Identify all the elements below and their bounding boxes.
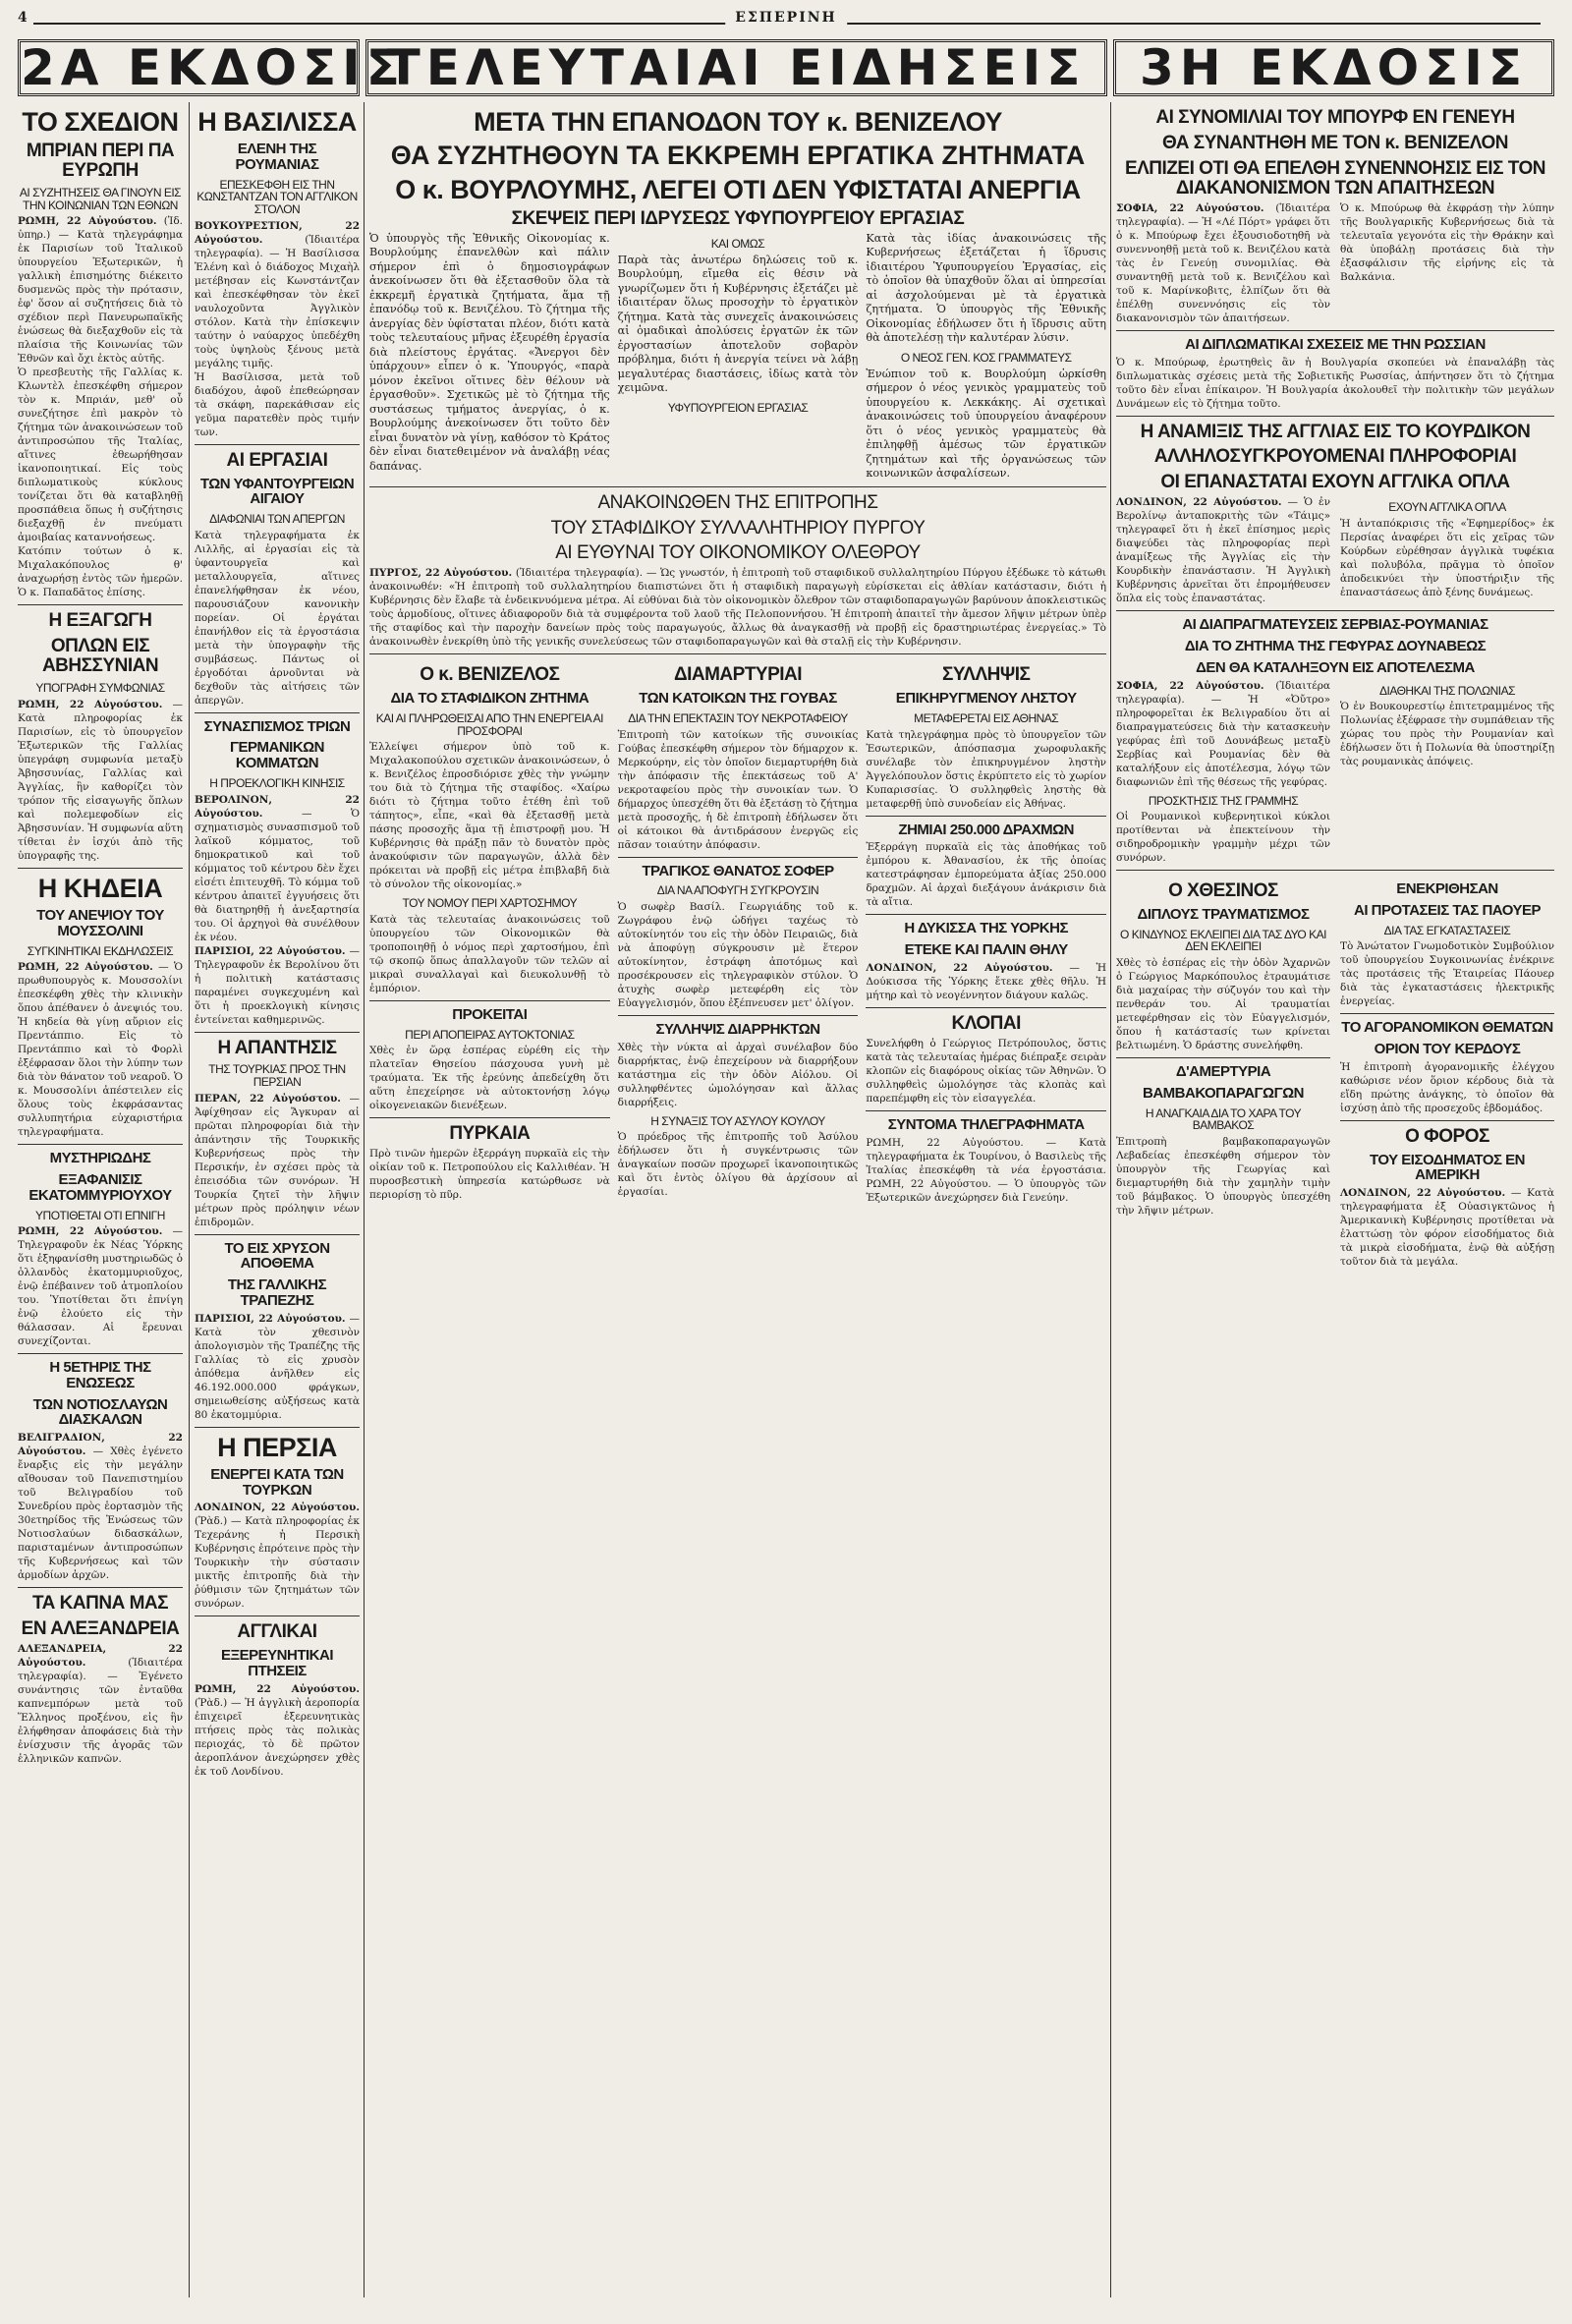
article-text: Ὁ κ. Μπούρωφ θὰ ἐκφράσῃ τὴν λύπην τῆς Βουλγαρικῆς Κυβερνήσεως διὰ τὰ τελευταῖα γεγονότα εἰς τὴν Θράκην καὶ θὰ ὑποβάλῃ προτάσεις διὰ τὴν ἐξασφάλισιν τῆς εἰρήνης εἰς τὰ Βαλκάνια.: [1340, 201, 1554, 283]
dateline: ΒΟΥΚΟΥΡΕΣΤΙΟΝ, 22 Αὐγούστου.: [195, 219, 360, 246]
subheadline: ΚΑΙ ΑΙ ΠΛΗΡΩΘΕΙΣΑΙ ΑΠΟ ΤΗΝ ΕΝΕΡΓΕΙΑ ΑΙ ΠΡΟΣΦΟΡΑΙ: [375, 711, 603, 738]
article-text: Παρὰ τὰς ἀνωτέρω δηλώσεις τοῦ κ. Βουρλούμη, εἴμεθα εἰς θέσιν νὰ γνωρίζωμεν ὅτι ἡ Κυβέρνησις ἐξετάζει μὲ ἰδιαιτέραν ὅλως προσοχὴν τὸ ἐργατικὸν ζήτημα. Κατὰ τὰς συνεχεῖς ἀνακοινώσεις αἱ ὁμαδικαὶ ἀπολύσεις ἐργατῶν ἐκ τῶν ἐργοστασίων ἀποτελοῦν σοβαρὸν πρόβλημα, διότι ἡ ἀνεργία τείνει νὰ λάβῃ μεγαλυτέρας διαστάσεις, ἰδίως κατὰ τὸν χειμῶνα.: [617, 253, 859, 395]
article-text: Ἐπιτροπὴ βαμβακοπαραγωγῶν Λεβαδείας ἐπεσκέφθη σήμερον τὸν ὑπουργὸν τῆς Γεωργίας καὶ διεμαρτυρήθη διὰ τὴν χαμηλὴν τιμὴν τοῦ βάμβακος. Ὁ ὑπουργὸς ὑπεσχέθη τὴν λῆψιν μέτρων.: [1116, 1135, 1330, 1217]
headline: ΑΙ ΔΙΑΠΡΑΓΜΑΤΕΥΣΕΙΣ ΣΕΡΒΙΑΣ-ΡΟΥΜΑΝΙΑΣ: [1182, 616, 1488, 634]
subheadline: Ο ΝΕΟΣ ΓΕΝ. ΚΟΣ ΓΡΑΜΜΑΤΕΥΣ: [900, 350, 1072, 365]
headline: Δ'ΑΜΕΡΤΥΡΙΑ: [1175, 1063, 1271, 1081]
headline: ΤΩΝ ΚΑΤΟΙΚΩΝ ΤΗΣ ΓΟΥΒΑΣ: [639, 690, 837, 708]
banner-third-edition: 3Η ΕΚΔΟΣΙΣ: [1113, 39, 1554, 96]
headline: ΑΙ ΕΥΘΥΝΑΙ ΤΟΥ ΟΙΚΟΝΟΜΙΚΟΥ ΟΛΕΘΡΟΥ: [555, 542, 921, 564]
dateline: ΡΩΜΗ, 22 Αὐγούστου.: [195, 1682, 360, 1695]
dateline: ΠΕΡΑΝ, 22 Αὐγούστου.: [195, 1092, 341, 1105]
article-text: — Κατὰ πληροφορίας ἐκ Παρισίων, εἰς τὸ ὑπουργεῖον Ἐξωτερικῶν τῆς Γαλλίας ὑπεγράφη συμφωνία μεταξὺ Ἀβησσυνίας, Γαλλίας καὶ Ἀγγλίας, ἣν καθορίζει τὸν τρόπον τῆς εἰσαγωγῆς ὅπλων καὶ πολεμεφοδίων εἰς Ἀβησσυνίαν. Ἡ συμφωνία αὕτη τίθεται ἐν ἰσχύι ἀπὸ τῆς ὑπογραφῆς της.: [18, 698, 183, 862]
article-text: (Ἰδιαιτέρα τηλεγραφία). — Ὡς γνωστόν, ἡ ἐπιτροπὴ τοῦ σταφιδικοῦ συλλαλητηρίου Πύργου ἐξέδωκε τὸ κάτωθι ἀνακοινωθέν: «Ἡ ἐπιτροπὴ τοῦ συλλαλητηρίου διαπιστώνει ὅτι ἡ σταφιδικὴ παραγωγὴ εὑρίσκεται εἰς ἀθλίαν κατάστασιν, διότι ἡ Κυβέρνησις δὲν ἔλαβε τὰ ἐνδεικνυόμενα μέτρα. Αἱ εὐθύναι διὰ τὸν οἰκονομικὸν ὄλεθρον τῶν σταφιδοπαραγωγῶν βαρύνουν ἀποκλειστικῶς τοὺς ἁρμοδίους, οἵτινες ἀδιαφοροῦν διὰ τὰ συμφέροντα τοῦ λαοῦ τῆς Πελοποννήσου. Ἡ ἐπιτροπὴ ἀπαιτεῖ τὴν ἄμεσον λῆψιν μέτρων ὑπὲρ τῆς σταφίδος καὶ τὴν παροχὴν δανείων πρὸς τοὺς παραγωγούς, ἄλλως θὰ ἀναγκασθῇ νὰ προβῇ εἰς δραστηριωτέρας ἐνεργείας.» Τὸ ἀνακοινωθὲν ἐνεκρίθη ὑπὸ τῆς γενικῆς συνελεύσεως τῶν σταφιδοπαραγωγῶν καὶ θὰ σταλῇ εἰς τὴν Κυβέρνησιν.: [369, 567, 1106, 649]
center-spread: [369, 102, 1106, 2297]
headline: ΜΥΣΤΗΡΙΩΔΗΣ: [49, 1150, 151, 1167]
article-text: Ἡ ἐπιτροπὴ ἀγορανομικῆς ἐλέγχου καθώρισε νέον ὅριον κέρδους διὰ τὰ εἴδη πρώτης ἀνάγκης, τὸ ὁποῖον θὰ ἰσχύσῃ ἀπὸ τῆς προσεχοῦς ἑβδομάδος.: [1340, 1060, 1554, 1114]
article-text: (Ἰδιαιτέρα τηλεγραφία). — Ἡ «Λέ Πόρτ» γράφει ὅτι ὁ κ. Μπούρωφ ἔχει ἐξουσιοδοτηθῆ νὰ συνεννοηθῇ μετὰ τοῦ κ. Βενιζέλου κατὰ τὰς ἐν Γενεύῃ συνομιλίας. Θὰ συναντηθῇ μετὰ τοῦ κ. Βενιζέλου καὶ τοῦ κ. Μαρίνκοβιτς, ἐλπίζων ὅτι θὰ ἐπέλθῃ συνεννόησις εἰς τὸν διακανονισμὸν τῶν ἀπαιτήσεων.: [1116, 201, 1330, 324]
headline: ΑΙ ΔΙΠΛΩΜΑΤΙΚΑΙ ΣΧΕΣΕΙΣ ΜΕ ΤΗΝ ΡΩΣΣΙΑΝ: [1185, 335, 1486, 353]
masthead: [18, 10, 1554, 31]
dateline: ΛΟΝΔΙΝΟΝ, 22 Αὐγούστου.: [1116, 496, 1282, 509]
headline: ΠΥΡΚΑΙΑ: [449, 1123, 531, 1145]
subheadline: ΥΠΟΓΡΑΦΗ ΣΥΜΦΩΝΙΑΣ: [35, 681, 165, 696]
article-text: Ὁ πρόεδρος τῆς ἐπιτροπῆς τοῦ Ἀσύλου ἐδήλωσεν ὅτι ἡ συγκέντρωσις τῶν ἀναγκαίων ποσῶν προχωρεῖ ἱκανοποιητικῶς καὶ ὅτι ἐντὸς ὀλίγου θὰ ἀρχίσουν αἱ ἐργασίαι.: [617, 1131, 859, 1199]
headline: Η ΑΝΑΜΙΞΙΣ ΤΗΣ ΑΓΓΛΙΑΣ ΕΙΣ ΤΟ ΚΟΥΡΔΙΚΟΝ: [1140, 421, 1531, 442]
headline: ΔΙΑ ΤΟ ΖΗΤΗΜΑ ΤΗΣ ΓΕΦΥΡΑΣ ΔΟΥΝΑΒΕΩΣ: [1184, 638, 1487, 655]
article-text: — Τηλεγραφοῦν ἐκ Νέας Ὑόρκης ὅτι ἐξηφανίσθη μυστηριωδῶς ὁ ὁλλανδὸς ἑκατομμυριοῦχος, ἐνῷ ἐπέβαινεν τοῦ ἀτμοπλοίου του. Ὑποτίθεται ὅτι ἐπνίγη ἐνῷ ἐλούετο εἰς τὴν θάλασσαν. Αἱ ἔρευναι συνεχίζονται.: [18, 1225, 183, 1348]
subheadline: ΥΠΟΤΙΘΕΤΑΙ ΟΤΙ ΕΠΝΙΓΗ: [35, 1208, 165, 1222]
article-text: Χθὲς ἐν ὥρᾳ ἑσπέρας εὑρέθη εἰς τὴν πλατεῖαν Θησείου πάσχουσα γυνὴ μὲ τραύματα. Ἐκ τῆς ἐρεύνης ἀπεδείχθη ὅτι αὕτη ἐπεχείρησε νὰ αὐτοκτονήσῃ λόγῳ οἰκογενειακῶν διενέξεων.: [369, 1045, 610, 1112]
article-text: Ὁ κ. Μπούρωφ, ἐρωτηθεὶς ἂν ἡ Βουλγαρία σκοπεύει νὰ ἐπαναλάβῃ τὰς διπλωματικὰς σχέσεις μετὰ τῆς Σοβιετικῆς Ρωσσίας, ἀπήντησεν ὅτι τὸ ζήτημα τοῦτο δὲν εἶναι ἐπίκαιρον. Ἡ Βουλγαρία ἀκολουθεῖ τὴν πολιτικὴν τῶν μεγάλων Δυνάμεων εἰς τὸ ζήτημα τοῦτο.: [1116, 356, 1554, 410]
article-text: Ἐνώπιον τοῦ κ. Βουρλούμη ὡρκίσθη σήμερον ὁ νέος γενικὸς γραμματεὺς τοῦ ὑπουργείου κ. Λεκκάκης. Αἱ σχετικαὶ ἀνακοινώσεις τοῦ ὑπουργείου ἀναφέρουν ὅτι ὁ νέος γενικὸς γραμματεὺς θὰ ἐπιληφθῇ ἀμέσως τῶν ἐργατικῶν ζητημάτων καὶ τῆς ὀργανώσεως τῶν κοινωνικῶν ἀσφαλίσεων.: [866, 367, 1107, 481]
dateline: ΠΑΡΙΣΙΟΙ, 22 Αὐγούστου.: [195, 944, 346, 957]
headline: ΣΥΛΛΗΨΙΣ ΔΙΑΡΡΗΚΤΩΝ: [655, 1021, 820, 1038]
dateline: ΒΕΛΙΓΡΑΔΙΟΝ, 22 Αὐγούστου.: [18, 1432, 183, 1458]
headline: Ο κ. ΒΟΥΡΛΟΥΜΗΣ, ΛΕΓΕΙ ΟΤΙ ΔΕΝ ΥΦΙΣΤΑΤΑΙ ΑΝΕΡΓΙΑ: [395, 174, 1081, 204]
headline: ΕΤΕΚΕ ΚΑΙ ΠΑΛΙΝ ΘΗΛΥ: [904, 941, 1068, 959]
headline: ΤΑ ΚΑΠΝΑ ΜΑΣ: [31, 1593, 169, 1615]
headline: ΤΩΝ ΝΟΤΙΟΣΛΑΥΩΝ ΔΙΑΣΚΑΛΩΝ: [32, 1395, 168, 1429]
headline: ΕΛΕΝΗ ΤΗΣ ΡΟΥΜΑΝΙΑΣ: [235, 141, 319, 174]
subheadline: Η ΣΥΝΑΞΙΣ ΤΟΥ ΑΣΥΛΟΥ ΚΟΥΛΟΥ: [650, 1113, 825, 1128]
headline: ΜΕΤΑ ΤΗΝ ΕΠΑΝΟΔΟΝ ΤΟΥ κ. ΒΕΝΙΖΕΛΟΥ: [474, 107, 1002, 137]
headline: ΣΥΝΤΟΜΑ ΤΗΛΕΓΡΑΦΗΜΑΤΑ: [887, 1115, 1085, 1133]
subheadline: ΔΙΑ ΤΑΣ ΕΓΚΑΤΑΣΤΑΣΕΙΣ: [1383, 923, 1511, 937]
subheadline: ΤΟΥ ΝΟΜΟΥ ΠΕΡΙ ΧΑΡΤΟΣΗΜΟΥ: [402, 896, 578, 911]
paper-name: ΕΣΠΕΡΙΝΗ: [725, 10, 847, 26]
headline: Η ΒΑΣΙΛΙΣΣΑ: [197, 107, 357, 137]
banner-second-edition: 2Α ΕΚΔΟΣΙΣ: [18, 39, 360, 96]
headline: ΑΝΑΚΟΙΝΩΘΕΝ ΤΗΣ ΕΠΙΤΡΟΠΗΣ: [597, 491, 878, 513]
headline: ΑΓΓΛΙΚΑΙ: [237, 1621, 317, 1643]
headline: ΔΕΝ ΘΑ ΚΑΤΑΛΗΞΟΥΝ ΕΙΣ ΑΠΟΤΕΛΕΣΜΑ: [1196, 658, 1475, 676]
article-text: (Ἰδ. ὑπηρ.) — Κατὰ τηλεγράφημα ἐκ Παρισίων τοῦ Ἰταλικοῦ ὑπουργείου Ἐξωτερικῶν, ἡ γαλλικὴ ἐπισημότης διέκειτο δυσμενῶς πρὸς τὴν πρότασιν, ἐφ' ὅσον αἱ συζητήσεις διὰ τὸ σχέδιον περὶ Πανευρωπαϊκῆς ἑνώσεως θὰ διεξαχθοῦν εἰς τὰ πλαίσια τῆς Κοινωνίας τῶν Ἐθνῶν καὶ ὄχι ἐκτὸς αὐτῆς.: [18, 215, 183, 366]
subheadline: ΠΕΡΙ ΑΠΟΠΕΙΡΑΣ ΑΥΤΟΚΤΟΝΙΑΣ: [405, 1027, 575, 1042]
subheadline: ΥΦΥΠΟΥΡΓΕΙΟΝ ΕΡΓΑΣΙΑΣ: [667, 400, 809, 415]
subheadline: ΠΡΟΣΚΤΗΣΙΣ ΤΗΣ ΓΡΑΜΜΗΣ: [1148, 793, 1299, 808]
subheadline: Η ΑΝΑΓΚΑΙΑ ΔΙΑ ΤΟ ΧΑΡΑ ΤΟΥ ΒΑΜΒΑΚΟΣ: [1145, 1105, 1302, 1133]
subheadline: ΜΕΤΑΦΕΡΕΤΑΙ ΕΙΣ ΑΘΗΝΑΣ: [914, 711, 1059, 726]
page-number: 4: [18, 10, 33, 26]
dateline: ΠΑΡΙΣΙΟΙ, 22 Αὐγούστου.: [195, 1312, 346, 1325]
subheadline: ΑΙ ΣΥΖΗΤΗΣΕΙΣ ΘΑ ΓΙΝΟΥΝ ΕΙΣ ΤΗΝ ΚΟΙΝΩΝΙΑΝ ΤΩΝ ΕΘΝΩΝ: [19, 186, 182, 212]
headline: ΤΟ ΑΓΟΡΑΝΟΜΙΚΟΝ ΘΕΜΑΤΩΝ: [1341, 1019, 1553, 1037]
dateline: ΛΟΝΔΙΝΟΝ, 22 Αὐγούστου.: [866, 961, 1053, 974]
headline: Η 5ΕΤΗΡΙΣ ΤΗΣ ΕΝΩΣΕΩΣ: [49, 1359, 151, 1391]
column-4: [1116, 102, 1554, 2297]
headline: ΔΙΑΜΑΡΤΥΡΙΑΙ: [673, 664, 803, 686]
headline: ΚΛΟΠΑΙ: [951, 1012, 1021, 1034]
dateline: ΑΛΕΞΑΝΔΡΕΙΑ, 22 Αὐγούστου.: [18, 1642, 183, 1669]
headline: ΕΠΙΚΗΡΥΓΜΕΝΟΥ ΛΗΣΤΟΥ: [895, 690, 1077, 708]
article-text: (Ἰδιαιτέρα τηλεγραφία). — Ἡ «Ὀὔτρο» πληροφορεῖται ἐκ Βελιγραδίου ὅτι αἱ διαπραγματεύσεις διὰ τὴν κατασκευὴν γεφύρας ἐπὶ τοῦ Δουνάβεως μεταξὺ Σερβίας καὶ Ρουμανίας δὲν θὰ καταλήξουν εἰς ἀποτέλεσμα, λόγῳ τῶν διαφωνιῶν ἐπὶ τῆς θέσεως τῆς γεφύρας.: [1116, 679, 1330, 788]
dateline: ΡΩΜΗ, 22 Αὐγούστου.: [18, 961, 153, 974]
headline: ΣΥΛΛΗΨΙΣ: [941, 664, 1031, 686]
column-2: [195, 102, 360, 2297]
headline: ΑΙ ΕΡΓΑΣΙΑΙ: [226, 449, 328, 471]
article-text: Χθὲς τὸ ἑσπέρας εἰς τὴν ὁδὸν Ἀχαρνῶν ὁ Γεώργιος Μαρκόπουλος ἐτραυμάτισε διὰ μαχαίρας τὴν σύζυγόν του καὶ τὴν πενθεράν του. Αἱ τραυματίαι μετεφέρθησαν εἰς τὸν Εὐαγγελισμόν, ὅπου ἡ κατάστασίς των κρίνεται βελτιωμένη. Ὁ δράστης συνελήφθη.: [1116, 957, 1330, 1052]
article-text: Ὁ πρεσβευτὴς τῆς Γαλλίας κ. Κλωντὲλ ἐπεσκέφθη σήμερον τὸν κ. Μπριάν, μεθ' οὗ συνεζήτησε ἐπὶ μακρὸν τὸ ζήτημα τῶν ἀνακοινώσεων τοῦ ἀντιπροσώπου τῆς Ἰταλίας, αἵτινες ἐθεωρήθησαν ἱκανοποιητικαί. Εἰς τοὺς διπλωματικοὺς κύκλους τονίζεται ὅτι θὰ καταβληθῇ προσπάθεια ὅπως ἡ συζήτησις διεξαχθῇ ἐν πνεύματι ἀμοιβαίας καταννοήσεως.: [18, 367, 183, 544]
headline: ΕΝΕΚΡΙΘΗΣΑΝ: [1396, 880, 1498, 898]
headline: ΑΙ ΠΡΟΤΑΣΕΙΣ ΤΑΣ ΠΑΟΥΕΡ: [1354, 901, 1541, 919]
article-text: — Ὁ πρωθυπουργὸς κ. Μουσσολίνι ἐπεσκέφθη χθὲς τὴν κλινικὴν ὅπου ἀπέθανεν ὁ ἀνεψιός του. Ἡ κηδεία θὰ γίνῃ αὔριον εἰς Πρεντάππιο. Εἰς τὸ Πρεντάππιο καὶ τὸ Φορλὶ ἐξέφρασαν ὅλοι τὴν λύπην των διὰ τὸν θάνατον τοῦ νεαροῦ. Ὁ κ. Μουσσολίνι ἀπέστειλεν εἰς ὅλους τοὺς ἐκφράσαντας συλλυπητήρια εὐχαριστήρια τηλεγραφήματα.: [18, 961, 183, 1139]
article-text: Τὸ Ἀνώτατον Γνωμοδοτικὸν Συμβούλιον τοῦ ὑπουργείου Συγκοινωνίας ἐνέκρινε τὰς προτάσεις τῆς Ἑταιρείας Πάουερ διὰ τὰς ἐγκαταστάσεις ἠλεκτρικῆς ἐνεργείας.: [1340, 940, 1554, 1008]
dateline: ΡΩΜΗ, 22 Αὐγούστου.: [18, 215, 157, 228]
headline: ΕΛΠΙΖΕΙ ΟΤΙ ΘΑ ΕΠΕΛΘΗ ΣΥΝΕΝΝΟΗΣΙΣ ΕΙΣ ΤΟΝ ΔΙΑΚΑΝΟΝΙΣΜΟΝ ΤΩΝ ΑΠΑΙΤΗΣΕΩΝ: [1124, 157, 1546, 198]
headline: ΟΠΛΩΝ ΕΙΣ ΑΒΗΣΣΥΝΙΑΝ: [41, 636, 159, 677]
article-text: Κατὰ τὰς ἰδίας ἀνακοινώσεις τῆς Κυβερνήσεως ἐξετάζεται ἡ ἵδρυσις ἰδιαιτέρου Ὑφυπουργείου Ἐργασίας, εἰς τὸ ὁποῖον θὰ ὑπαχθοῦν ὅλαι αἱ ὑπηρεσίαι αἱ ἀσχολούμεναι μὲ τὰ ἐργατικὰ ζητήματα. Ὁ ὑπουργὸς τῆς Ἐθνικῆς Οἰκονομίας ἐδήλωσεν ὅτι ἡ ἵδρυσις αὕτη θὰ ἀποτελέσῃ τὴν καλυτέραν λύσιν.: [866, 231, 1107, 345]
headline: ΑΛΛΗΛΟΣΥΓΚΡΟΥΟΜΕΝΑΙ ΠΛΗΡΟΦΟΡΙΑΙ: [1153, 446, 1517, 468]
dateline: ΛΟΝΔΙΝΟΝ, 22 Αὐγούστου.: [195, 1502, 360, 1514]
article-text: Συνελήφθη ὁ Γεώργιος Πετρόπουλος, ὅστις κατὰ τὰς τελευταίας ἡμέρας διέπραξε σειρὰν κλοπῶν εἰς διαφόρους οἰκίας τῶν Ἀθηνῶν. Ὁ συλληφθεὶς ὡμολόγησε τὰς κλοπὰς καὶ παρεπέμφθη εἰς τὸν εἰσαγγελέα.: [866, 1037, 1107, 1105]
headline: ΕΞΕΡΕΥΝΗΤΙΚΑΙ ΠΤΗΣΕΙΣ: [220, 1647, 333, 1680]
headline: Η ΕΞΑΓΩΓΗ: [48, 610, 152, 632]
headline: Η ΔΥΚΙΣΣΑ ΤΗΣ ΥΟΡΚΗΣ: [904, 920, 1068, 937]
article-text: Ἡ ἀνταπόκρισις τῆς «Ἐφημερίδος» ἐκ Περσίας ἀναφέρει ὅτι εἰς χεῖρας τῶν Κούρδων εὑρέθησαν ἀγγλικὰ τυφέκια καὶ πολυβόλα, πρᾶγμα τὸ ὁποῖον ἀποδεικνύει τὴν ὑποστήριξιν τῆς ἐπαναστάσεως ἀπὸ ξένης δυνάμεως.: [1340, 517, 1554, 598]
headline: ΤΗΣ ΓΑΛΛΙΚΗΣ ΤΡΑΠΕΖΗΣ: [227, 1276, 327, 1309]
headline: ΤΡΑΓΙΚΟΣ ΘΑΝΑΤΟΣ ΣΟΦΕΡ: [642, 862, 834, 879]
article-text: (Ἰδιαιτέρα τηλεγραφία). — Ἡ Βασίλισσα Ἑλένη καὶ ὁ διάδοχος Μιχαὴλ μετέβησαν εἰς Κωνστάντζαν καὶ ἐπεσκέφθησαν τὸν ἐκεῖ ναυλοχοῦντα Ἀγγλικὸν στόλον. Κατὰ τὴν ἐπίσκεψιν ταύτην ὁ ναύαρχος ὑπεδέχθη τοὺς ὑψηλοὺς ξένους μετὰ μεγάλης τιμῆς.: [195, 233, 360, 369]
headline: ΔΙΑ ΤΟ ΣΤΑΦΙΔΙΚΟΝ ΖΗΤΗΜΑ: [390, 690, 590, 708]
headline: Η ΚΗΔΕΙΑ: [37, 873, 163, 903]
subheadline: ΔΙΑΦΩΝΙΑΙ ΤΩΝ ΑΠΕΡΓΩΝ: [209, 512, 345, 527]
dateline: ΒΕΡΟΛΙΝΟΝ, 22 Αὐγούστου.: [195, 793, 360, 820]
headline: ΠΡΟΚΕΙΤΑΙ: [452, 1005, 528, 1023]
headline: ΟΡΙΟΝ ΤΟΥ ΚΕΡΔΟΥΣ: [1374, 1041, 1521, 1057]
article-text: Ἐξερράγη πυρκαϊὰ εἰς τὰς ἀποθήκας τοῦ ἐμπόρου κ. Ἀθανασίου, ἐκ τῆς ὁποίας κατεστράφησαν ἐμπορεύματα ἀξίας 250.000 δραχμῶν. Αἱ ἀρχαὶ διεξάγουν ἀνάκρισιν διὰ τὰ αἴτια.: [866, 841, 1107, 909]
headline: ΟΙ ΕΠΑΝΑΣΤΑΤΑΙ ΕΧΟΥΝ ΑΓΓΛΙΚΑ ΟΠΛΑ: [1160, 472, 1510, 493]
article-text: — Τηλεγραφοῦν ἐκ Βερολίνου ὅτι ἡ πολιτικὴ κατάστασις παραμένει συγκεχυμένη καὶ ὅτι ἡ προεκλογικὴ κίνησις ἐντείνεται καθημερινῶς.: [195, 944, 361, 1026]
subheadline: ΕΧΟΥΝ ΑΓΓΛΙΚΑ ΟΠΛΑ: [1388, 500, 1506, 515]
headline: ΤΟ ΕΙΣ ΧΡΥΣΟΝ ΑΠΟΘΕΜΑ: [224, 1239, 330, 1273]
subheadline: ΕΠΕΣΚΕΦΘΗ ΕΙΣ ΤΗΝ ΚΩΝΣΤΑΝΤΖΑΝ ΤΟΝ ΑΓΓΛΙΚΟΝ ΣΤΟΛΟΝ: [196, 177, 358, 217]
article-text: Ὁ ἐν Βουκουρεστίῳ ἐπιτετραμμένος τῆς Πολωνίας ἐξέφρασε τὴν συμπάθειαν τῆς χώρας του πρὸς τὴν Ρουμανίαν καὶ ἐδήλωσεν ὅτι ἡ Πολωνία θὰ ὑποστηρίξῃ τὰς ρουμανικὰς ἀπόψεις.: [1340, 701, 1554, 768]
article-text: Κατὰ τηλεγράφημα πρὸς τὸ ὑπουργεῖον τῶν Ἐσωτερικῶν, ἀπόσπασμα χωροφυλακῆς συνέλαβε τὸν ἐπικηρυγμένον ληστὴν Ἀγγελόπουλον ὅστις ἐκρύπτετο εἰς τὸ χωρίον Κυπαρισσίας. Ὁ συλληφθεὶς ληστὴς θὰ μεταφερθῇ ὑπὸ συνοδείαν εἰς Ἀθήνας.: [866, 728, 1107, 810]
article-text: (Ῥὰδ.) — Ἡ ἀγγλικὴ ἀεροπορία ἐπιχειρεῖ ἐξερευνητικὰς πτήσεις πρὸς τὰς πολικὰς περιοχάς, τὸ δὲ πρῶτον ἀεροπλάνον ἀνεχώρησεν χθὲς ἐκ τοῦ Λονδίνου.: [195, 1696, 360, 1778]
headline: Η ΠΕΡΣΙΑ: [217, 1432, 337, 1462]
article-text: Κατόπιν τούτων ὁ κ. Μιχαλακόπουλος θ' ἀναχωρήσῃ ἐντὸς τῶν ἡμερῶν. Ὁ κ. Παπαδᾶτος ἐπίσης.: [18, 545, 183, 599]
headline: ΕΝΕΡΓΕΙ ΚΑΤΑ ΤΩΝ ΤΟΥΡΚΩΝ: [210, 1465, 344, 1499]
subheadline: ΚΑΙ ΟΜΩΣ: [710, 236, 765, 251]
article-text: Κατὰ τηλεγραφήματα ἐκ Λιλλῆς, αἱ ἐργασίαι εἰς τὰ ὑφαντουργεῖα καὶ μεταλλουργεῖα, αἵτινες ἐπανελήφθησαν ἐκ νέου, παρουσιάζουν κανονικὴν πορείαν. Οἱ ἐργάται ἐπανήλθον εἰς τὰ ἐργοστάσια μετὰ τὴν ὑπογραφὴν τῆς συμβάσεως. Πάντως οἱ ἐργοδόται ἀρνοῦνται νὰ δεχθοῦν τὰς αἰτήσεις τῶν ἀπεργῶν.: [195, 529, 360, 707]
article-text: Ἐλλείψει σήμερον ὑπὸ τοῦ κ. Μιχαλακοπούλου σχετικῶν ἀνακοινώσεων, ὁ κ. Βενιζέλος ἐπροσδιόρισε χθὲς τὴν γνώμην του διὰ τὸ ζήτημα τῆς σταφίδος. «Χαίρω διότι τὸ ζήτημα τοῦτο ἐτέθη ἐπὶ τοῦ τάπητος», εἶπε, «καὶ θὰ ἐξετασθῇ μετὰ πάσης προσοχῆς ἅμα τῇ ἐπιστροφῇ μου. Ἡ Κυβέρνησις θὰ πράξῃ πᾶν τὸ δυνατὸν πρὸς ἀνακούφισιν τῶν παραγωγῶν, ἀλλὰ δὲν πρόκειται νὰ προβῇ εἰς μέτρα ἐπιβλαβῆ διὰ τὸ σύνολον τῆς οἰκονομίας.»: [369, 741, 610, 891]
headline: ΒΑΜΒΑΚΟΠΑΡΑΓΩΓΩΝ: [1143, 1084, 1304, 1102]
headline: Η ΑΠΑΝΤΗΣΙΣ: [217, 1037, 337, 1058]
article-text: — Ὁ σχηματισμὸς συνασπισμοῦ τοῦ λαϊκοῦ κόμματος, τοῦ δημοκρατικοῦ καὶ τοῦ κόμματος τοῦ κέντρου δὲν ἔχει εἰσέτι ἐπιτευχθῆ. Τὸ κόμμα τοῦ κέντρου ἀπαιτεῖ ἐγγυήσεις ὅτι θὰ διατηρηθῇ ἡ ἀνεξαρτησία του. Οἱ ἀρχηγοὶ θὰ συνέλθουν ἐκ νέου.: [195, 807, 360, 943]
headline: ΕΞΑΦΑΝΙΣΙΣ ΕΚΑΤΟΜΜΥΡΙΟΥΧΟΥ: [28, 1171, 172, 1204]
article-text: (Ῥὰδ.) — Κατὰ πληροφορίας ἐκ Τεχεράνης ἡ Περσικὴ Κυβέρνησις ἐπρότεινε πρὸς τὴν Τουρκικὴν τὴν σύστασιν μικτῆς ἐπιτροπῆς διὰ τὴν ῥύθμισιν τῶν ζητημάτων τῶν συνόρων.: [195, 1515, 360, 1611]
article-text: Ἐπιτροπὴ τῶν κατοίκων τῆς συνοικίας Γούβας ἐπεσκέφθη σήμερον τὸν δήμαρχον κ. Μερκούρην, εἰς τὸν ὁποῖον διεμαρτυρήθη διὰ τὴν ἀπόφασιν τῆς ἐπεκτάσεως τοῦ Α' νεκροταφείου πρὸς τὴν συνοικίαν των. Ὁ δήμαρχος ὑπεσχέθη ὅτι θὰ ἐξετάσῃ τὸ ζήτημα μετὰ προσοχῆς, ἡ δὲ ἐπιτροπὴ ἐδήλωσεν ὅτι οἱ κάτοικοι θὰ ἀντιδράσουν ἐνεργῶς εἰς πᾶσαν τοιαύτην ἀπόφασιν.: [617, 728, 859, 851]
headline: ΕΝ ΑΛΕΞΑΝΔΡΕΙΑ: [21, 1618, 180, 1640]
article-text: — Ὁ ἐν Βερολίνῳ ἀνταποκριτὴς τῶν «Τάιμς» τηλεγραφεῖ ὅτι ἡ ἐκεῖ ἐπίσημος μερὶς διαψεύδει τὰς πληροφορίας περὶ ἀναμίξεως τῆς Ἀγγλίας εἰς τὴν Κουρδικὴν ἐπανάστασιν. Ἡ Ἀγγλικὴ Κυβέρνησις ἀρνεῖται ὅτι ἐπρομήθευσεν ὅπλα εἰς τοὺς ἐπαναστάτας.: [1116, 496, 1331, 605]
headline: ΤΟΥ ΕΙΣΟΔΗΜΑΤΟΣ ΕΝ ΑΜΕΡΙΚΗ: [1369, 1151, 1525, 1184]
headline: ΣΥΝΑΣΠΙΣΜΟΣ ΤΡΙΩΝ: [203, 717, 351, 735]
dateline: ΛΟΝΔΙΝΟΝ, 22 Αὐγούστου.: [1340, 1187, 1506, 1200]
headline: ΤΟ ΣΧΕΔΙΟΝ: [22, 107, 179, 137]
article-text: ΡΩΜΗ, 22 Αὐγούστου. — Κατὰ τηλεγραφήματα ἐκ Τουρίνου, ὁ Βασιλεὺς τῆς Ἰταλίας ἐπεσκέφθη τὰ νέα ἐργοστάσια. ΡΩΜΗ, 22 Αὐγούστου. — Ὁ ὑπουργὸς τῶν Ἐξωτερικῶν ἀνεχώρησεν διὰ Γενεύην.: [866, 1136, 1107, 1204]
headline: ΓΕΡΜΑΝΙΚΩΝ ΚΟΜΜΑΤΩΝ: [229, 739, 325, 772]
headline: ΤΩΝ ΥΦΑΝΤΟΥΡΓΕΙΩΝ ΑΙΓΑΙΟΥ: [199, 475, 355, 508]
headline: Ο ΧΘΕΣΙΝΟΣ: [1168, 880, 1278, 902]
newspaper-page: [18, 10, 1554, 2299]
article-text: Κατὰ τὰς τελευταίας ἀνακοινώσεις τοῦ ὑπουργείου τῶν Οἰκονομικῶν θὰ τροποποιηθῇ ὁ νόμος περὶ χαρτοσήμου, ἐπὶ τῷ σκοπῷ ὅπως ἀπαλλαγοῦν τῶν τελῶν αἱ μικραὶ συναλλαγαὶ καὶ διευκολυνθῇ τὸ ἐμπόριον.: [369, 913, 610, 994]
headline: ΣΚΕΨΕΙΣ ΠΕΡΙ ΙΔΡΥΣΕΩΣ ΥΦΥΠΟΥΡΓΕΙΟΥ ΕΡΓΑΣΙΑΣ: [511, 208, 965, 230]
subheadline: ΔΙΑΘΗΚΑΙ ΤΗΣ ΠΟΛΩΝΙΑΣ: [1379, 683, 1515, 698]
headline: ΘΑ ΣΥΖΗΤΗΘΟΥΝ ΤΑ ΕΚΚΡΕΜΗ ΕΡΓΑΤΙΚΑ ΖΗΤΗΜΑΤΑ: [390, 141, 1086, 171]
headline: ΘΑ ΣΥΝΑΝΤΗΘΗ ΜΕ ΤΟΝ κ. ΒΕΝΙΖΕΛΟΝ: [1162, 132, 1508, 153]
subheadline: Η ΠΡΟΕΚΛΟΓΙΚΗ ΚΙΝΗΣΙΣ: [209, 775, 345, 790]
headline: ΤΟΥ ΣΤΑΦΙΔΙΚΟΥ ΣΥΛΛΑΛΗΤΗΡΙΟΥ ΠΥΡΓΟΥ: [550, 517, 926, 538]
subheadline: ΔΙΑ ΤΗΝ ΕΠΕΚΤΑΣΙΝ ΤΟΥ ΝΕΚΡΟΤΑΦΕΙΟΥ: [628, 711, 848, 726]
article-text: Ὁ σωφὲρ Βασίλ. Γεωργιάδης τοῦ κ. Ζωγράφου ἐνῷ ὡδήγει ταχέως τὸ αὐτοκίνητόν του εἰς τὴν ὁδὸν Πειραιῶς, διὰ νὰ ἀποφύγῃ σύγκρουσιν μὲ ἕτερον αὐτοκίνητον, ἐστράφη ἀποτόμως καὶ προσέκρουσεν εἰς τηλεγραφικὸν στύλον. Ὁ ἀτυχὴς σωφὲρ μετεφέρθη εἰς τὸν Εὐαγγελισμόν, ὅπου ἐξέπνευσεν μετ' ὀλίγον.: [617, 901, 859, 1009]
article-text: — Κατὰ τηλεγραφήματα ἐξ Οὐασιγκτῶνος ἡ Ἀμερικανικὴ Κυβέρνησις προτίθεται νὰ ἐλαττώσῃ τὸν φόρον εἰσοδήματος διὰ τὰ μικρὰ εἰσοδήματα, ἐνῷ θὰ αὐξήσῃ τοῦτον διὰ τὰ μεγάλα.: [1340, 1187, 1554, 1269]
headline: ΖΗΜΙΑΙ 250.000 ΔΡΑΧΜΩΝ: [898, 821, 1074, 838]
headline: Ο ΦΟΡΟΣ: [1405, 1125, 1489, 1147]
article-text: — Χθὲς ἐγένετο ἔναρξις εἰς τὴν μεγάλην αἴθουσαν τοῦ Πανεπιστημίου τοῦ Βελιγραδίου τοῦ Συνεδρίου πρὸς ἑορτασμὸν τῆς 30ετηρίδος τῆς Ἑνώσεως τῶν Νοτιοσλαύων διδασκάλων, παρισταμένων ἀντιπροσώπων τῆς Κυβερνήσεως καὶ τῶν ἁρμοδίων ἀρχῶν.: [18, 1445, 183, 1582]
article-text: — Ἀφίχθησαν εἰς Ἄγκυραν αἱ πρῶται πληροφορίαι διὰ τὴν ἀπάντησιν τῆς Τουρκικῆς Κυβερνήσεως πρὸς τὴν Περσικήν, ἐν σχέσει πρὸς τὰ ἐπεισόδια τῶν συνόρων. Ἡ Τουρκία ζητεῖ τὴν λῆψιν μέτρων πρὸς πρόληψιν νέων ἐπιδρομῶν.: [195, 1092, 360, 1228]
headline: ΔΙΠΛΟΥΣ ΤΡΑΥΜΑΤΙΣΜΟΣ: [1137, 906, 1310, 924]
dateline: ΡΩΜΗ, 22 Αὐγούστου.: [18, 1225, 163, 1238]
article-text: Ἡ Βασίλισσα, μετὰ τοῦ διαδόχου, ἀφοῦ ἐπεθεώρησαν τὰ σκάφη, παρεκάθισαν εἰς γεῦμα παρατεθὲν πρὸς τιμήν των.: [195, 370, 360, 438]
headline: Ο κ. ΒΕΝΙΖΕΛΟΣ: [420, 664, 560, 686]
article-text: Πρὸ τινῶν ἡμερῶν ἐξερράγη πυρκαϊὰ εἰς τὴν οἰκίαν τοῦ κ. Πετροπούλου εἰς Καλλιθέαν. Ἡ πυροσβεστικὴ ὑπηρεσία κατώρθωσε νὰ περιορίσῃ τὸ πῦρ.: [369, 1148, 610, 1202]
subheadline: ΤΗΣ ΤΟΥΡΚΙΑΣ ΠΡΟΣ ΤΗΝ ΠΕΡΣΙΑΝ: [208, 1062, 346, 1090]
article-text: — Κατὰ τὸν χθεσινὸν ἀπολογισμὸν τῆς Τραπέζης τῆς Γαλλίας τὸ εἰς χρυσὸν ἀπόθεμα ἀνῆλθεν εἰς 46.192.000.000 φράγκων, σημειωθείσης αὐξήσεως κατὰ 80 ἑκατομμύρια.: [195, 1312, 361, 1421]
subheadline: Ο ΚΙΝΔΥΝΟΣ ΕΚΛΕΙΠΕΙ ΔΙΑ ΤΑΣ ΔΥΟ ΚΑΙ ΔΕΝ ΕΚΛΕΙΠΕΙ: [1120, 927, 1326, 954]
article-text: Χθὲς τὴν νύκτα αἱ ἀρχαὶ συνέλαβον δύο διαρρήκτας, ἐνῷ ἐπεχείρουν νὰ διαρρήξουν κατάστημα εἰς τὴν ὁδὸν Αἰόλου. Οἱ συλληφθέντες ὡμολόγησαν καὶ ἄλλας διαρρήξεις.: [617, 1041, 859, 1108]
dateline: ΠΥΡΓΟΣ, 22 Αὐγούστου.: [369, 567, 513, 580]
article-text: Οἱ Ρουμανικοὶ κυβερνητικοὶ κύκλοι προτίθενται νὰ ἐπεκτείνουν τὴν σιδηροδρομικὴν γραμμὴν μέχρι τῶν συνόρων.: [1116, 811, 1330, 865]
subheadline: ΔΙΑ ΝΑ ΑΠΟΦΥΓΗ ΣΥΓΚΡΟΥΣΙΝ: [656, 883, 819, 898]
article-text: — Ἡ Δούκισσα τῆς Ὑόρκης ἔτεκε χθὲς θῆλυ. Ἡ μήτηρ καὶ τὸ νεογέννητον διάγουν καλῶς.: [866, 961, 1107, 1001]
dateline: ΣΟΦΙΑ, 22 Αὐγούστου.: [1116, 679, 1264, 692]
headline: ΑΙ ΣΥΝΟΜΙΛΙΑΙ ΤΟΥ ΜΠΟΥΡΦ ΕΝ ΓΕΝΕΥΗ: [1155, 107, 1515, 128]
headline: ΤΟΥ ΑΝΕΨΙΟΥ ΤΟΥ ΜΟΥΣΣΟΛΙΝΙ: [36, 907, 164, 939]
dateline: ΣΟΦΙΑ, 22 Αὐγούστου.: [1116, 201, 1264, 214]
banner-latest-news: ΤΕΛΕΥΤΑΙΑΙ ΕΙΔΗΣΕΙΣ: [365, 39, 1107, 96]
subheadline: ΣΥΓΚΙΝΗΤΙΚΑΙ ΕΚΔΗΛΩΣΕΙΣ: [27, 943, 174, 958]
article-text: (Ἰδιαιτέρα τηλεγραφία). — Ἐγένετο συνάντησις τῶν ἐνταῦθα καπνεμπόρων μετὰ τοῦ Ἕλληνος προξένου, εἰς ἣν ἐλήφθησαν ἀποφάσεις διὰ τὴν ἐνίσχυσιν τῆς ἀγορᾶς τῶν ἑλληνικῶν καπνῶν.: [18, 1656, 183, 1765]
dateline: ΡΩΜΗ, 22 Αὐγούστου.: [18, 698, 163, 710]
column-1: [18, 102, 183, 2297]
headline: ΜΠΡΙΑΝ ΠΕΡΙ ΠΑ ΕΥΡΩΠΗ: [26, 141, 175, 182]
article-text: Ὁ ὑπουργὸς τῆς Ἐθνικῆς Οἰκονομίας κ. Βουρλούμης ἐπανελθὼν καὶ πάλιν σήμερον ἐπὶ ὁ δημοσιογράφων ἀνεκοίνωσεν ὅτι θὰ ἐξετασθοῦν ὅλα τὰ ἐκκρεμῆ ἐργατικὰ ζητήματα, ἅμα τῇ ἐπανόδῳ τοῦ κ. Βενιζέλου. Τὸ ζήτημα τῆς ἀνεργίας δὲν ὑφίσταται πλέον, διότι κατὰ τοὺς τελευταίους μῆνας ἐξευρέθη ἐργασία διὰ πλείστους ἐργάτας. «Ἄνεργοι δὲν ὑπάρχουν» εἶπεν ὁ κ. Ὑπουργός, «παρὰ μόνον ἐκεῖνοι οἵτινες δὲν θέλουν νὰ ἐργασθοῦν». Σχετικῶς μὲ τὸ ζήτημα τῆς συστάσεως τμήματος ἀνεργίας, ὁ κ. Βουρλούμης ἀνεκοίνωσεν ὅτι τοῦτο δὲν εἶναι δυνατὸν νὰ γίνῃ, καθόσον τὸ Κράτος δὲν εἶναι διατεθειμένον νὰ ἀναλάβῃ νέας δαπάνας.: [369, 231, 610, 473]
